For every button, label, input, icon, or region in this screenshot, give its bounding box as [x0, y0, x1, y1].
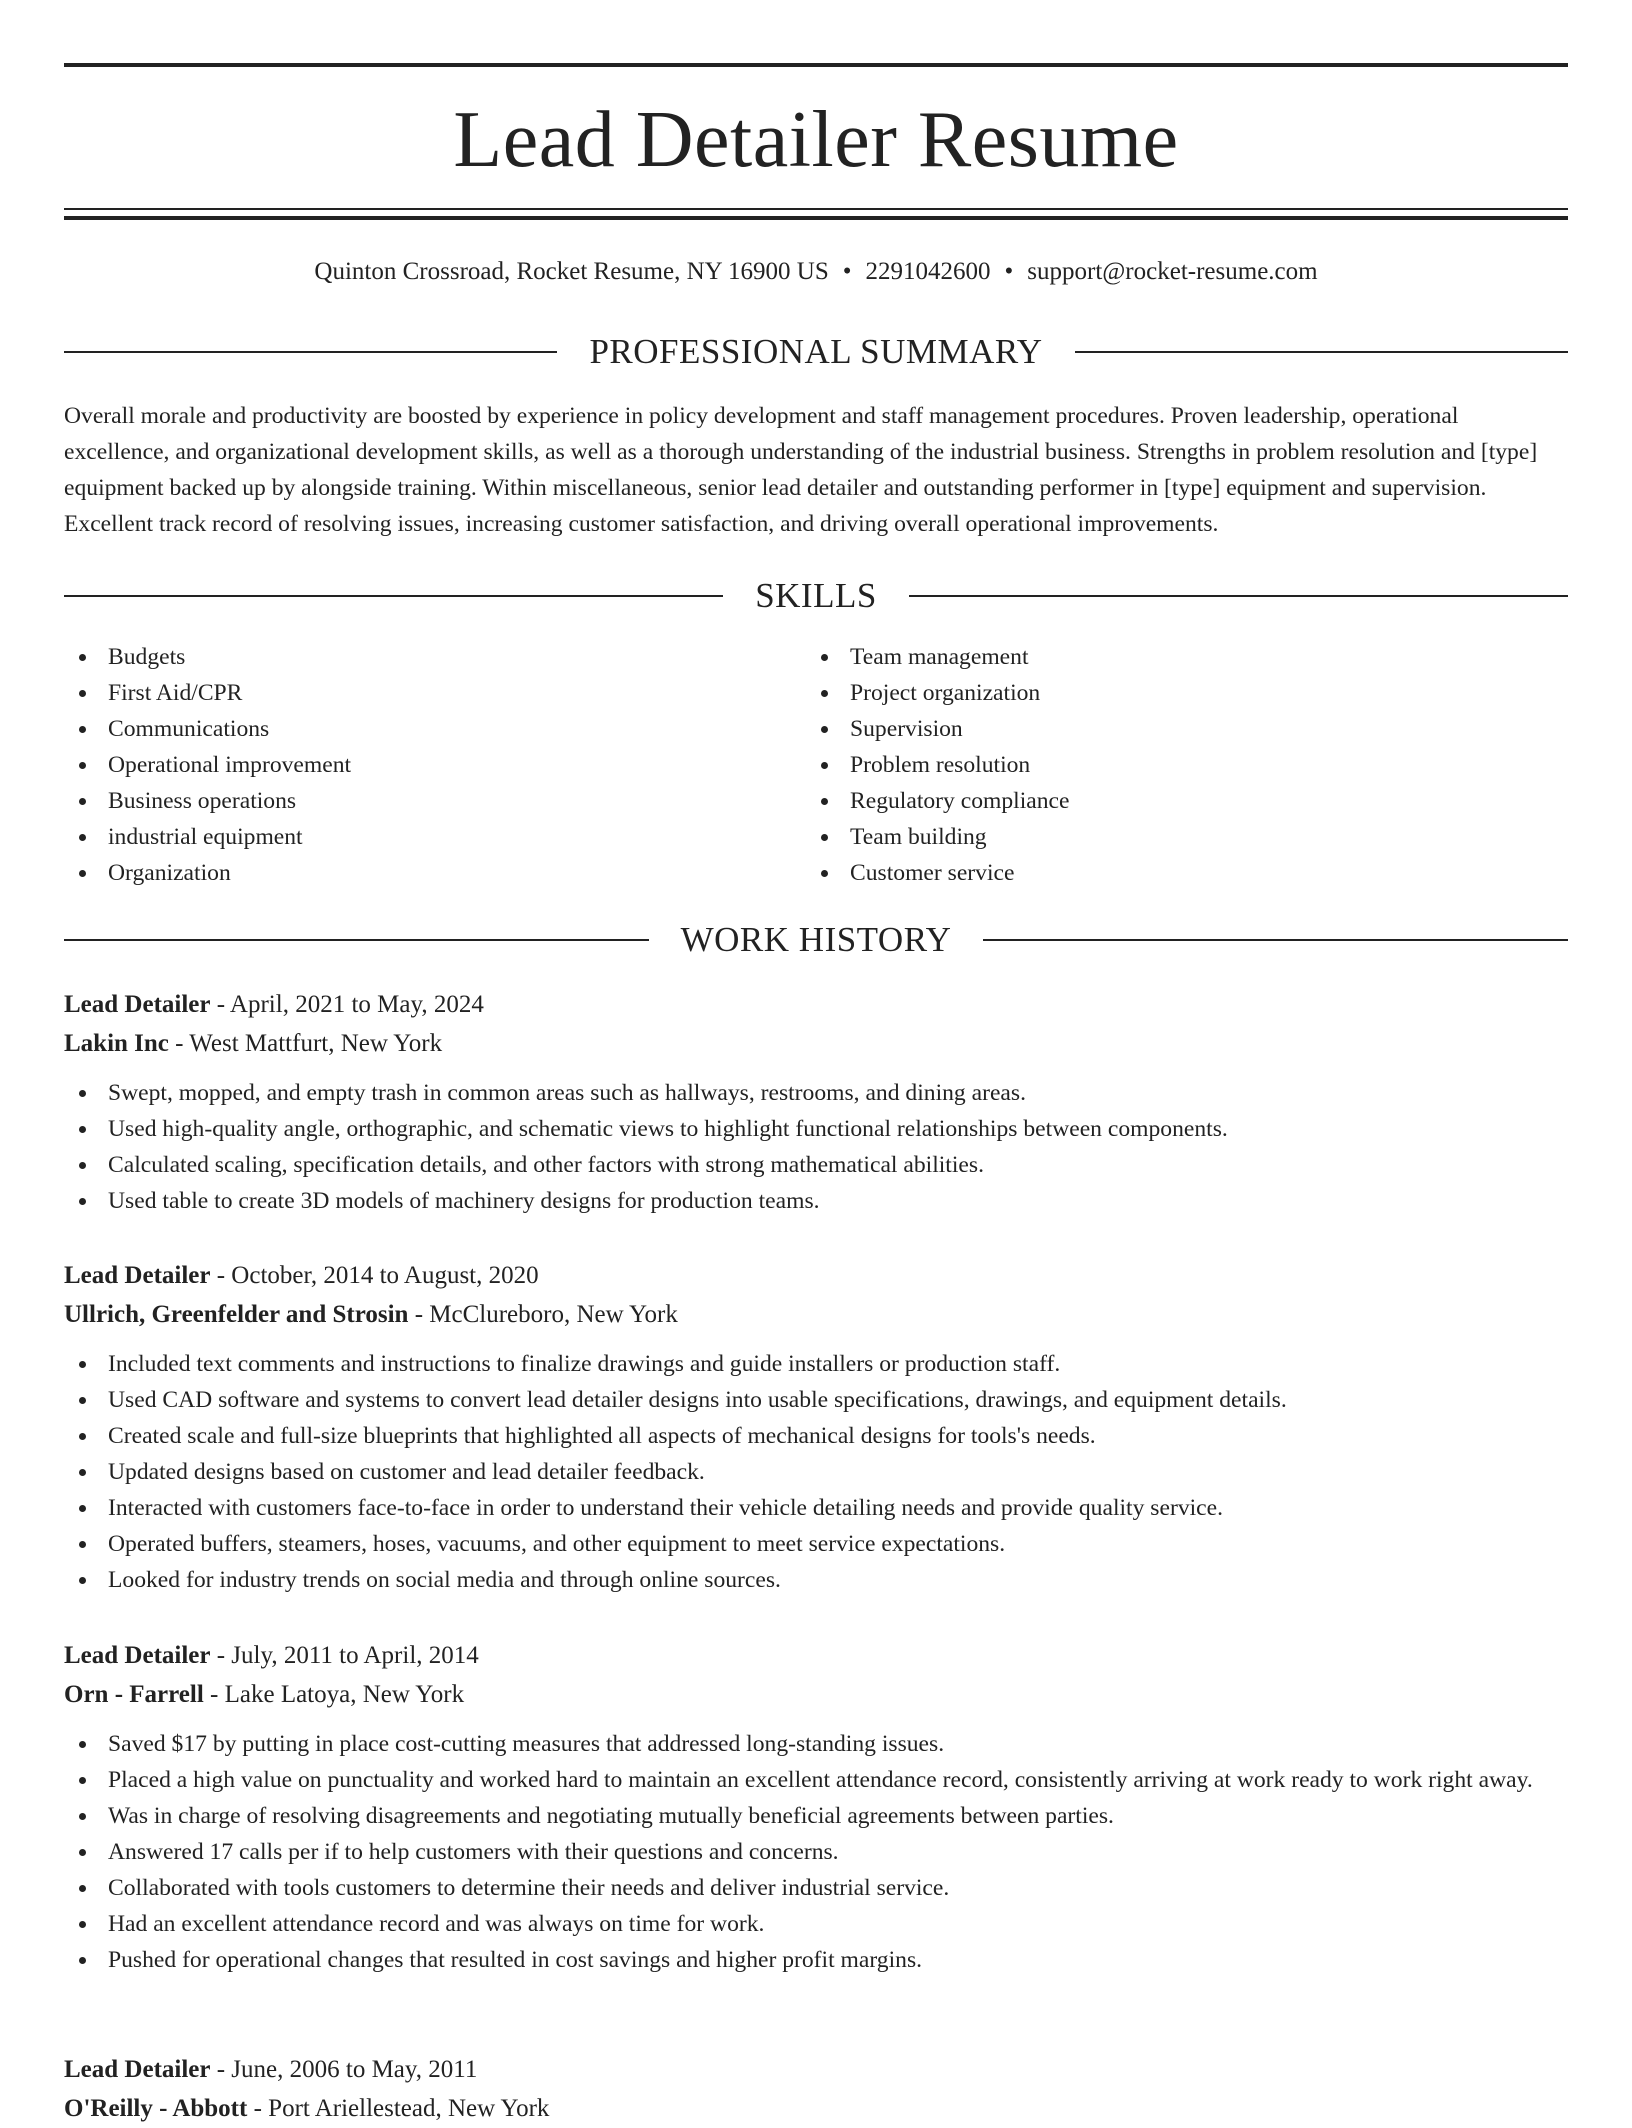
job-bullet: Updated designs based on customer and lead detailer feedback. [64, 1454, 1568, 1490]
section-title: PROFESSIONAL SUMMARY [589, 332, 1043, 371]
job-bullet: Used high-quality angle, orthographic, and schematic views to highlight functional relationships between components. [64, 1111, 1568, 1147]
job-role: Lead Detailer [64, 1642, 211, 1669]
job-title-line [64, 1636, 1568, 1675]
job-location: - West Mattfurt, New York [168, 1030, 443, 1057]
top-rule [64, 63, 1568, 67]
job-company: Ullrich, Greenfelder and Strosin [64, 1301, 409, 1328]
job-bullet: Had an excellent attendance record and was always on time for work. [64, 1906, 1568, 1942]
job-dates: - July, 2011 to April, 2014 [210, 1642, 479, 1669]
skill-item: Regulatory compliance [806, 783, 1548, 819]
summary-text: Overall morale and productivity are boosted by experience in policy development and staff management procedures. Proven leadership, operational excellence, and organizational development skills, as well as a thorough understanding of the industrial business. Strengths in problem resolution and [type] equipment backed up by alongside training. Within miscellaneous, senior lead detailer and outstanding performer in [type] equipment and supervision. Excellent track record of resolving issues, increasing customer satisfaction, and driving overall operational improvements. [64, 403, 1538, 537]
skill-item: Operational improvement [64, 747, 806, 783]
contact-phone: 2291042600 [865, 258, 991, 285]
job-bullet: Saved $17 by putting in place cost-cutting measures that addressed long-standing issues. [64, 1726, 1568, 1762]
job-bullet: Used CAD software and systems to convert lead detailer designs into usable specifications, drawings, and equipment details. [64, 1382, 1568, 1418]
job-location: - Port Ariellestead, New York [247, 2095, 550, 2122]
skill-item: Communications [64, 711, 806, 747]
job-bullet: Created scale and full-size blueprints that highlighted all aspects of mechanical designs for tools's needs. [64, 1418, 1568, 1454]
heading-rule [909, 595, 1568, 597]
job-bullet: Included text comments and instructions to finalize drawings and guide installers or production staff. [64, 1346, 1568, 1382]
job-company: Lakin Inc [64, 1030, 169, 1057]
heading-rule [64, 351, 557, 353]
job-title-line [64, 1256, 1568, 1295]
skill-item: industrial equipment [64, 819, 806, 855]
job-bullets [64, 1346, 1568, 1598]
job-role: Lead Detailer [64, 991, 211, 1018]
skills-column-right [806, 639, 1548, 891]
heading-rule [983, 939, 1568, 941]
heading-rule [64, 939, 649, 941]
contact-address: Quinton Crossroad, Rocket Resume, NY 16900 US [314, 258, 829, 285]
heading-rule [1075, 351, 1568, 353]
job-entry [64, 1636, 1568, 1978]
section-title: SKILLS [755, 576, 877, 615]
job-bullet: Used table to create 3D models of machinery designs for production teams. [64, 1183, 1568, 1219]
skill-item: Team building [806, 819, 1548, 855]
section-heading-work-history [64, 918, 1568, 962]
contact-separator: • [1004, 258, 1014, 285]
section-heading-summary [64, 330, 1568, 374]
job-dates: - April, 2021 to May, 2024 [210, 991, 484, 1018]
job-bullet: Was in charge of resolving disagreements and negotiating mutually beneficial agreements between parties. [64, 1798, 1568, 1834]
skills-column-left [64, 639, 806, 891]
skill-item: Organization [64, 855, 806, 891]
skill-item: First Aid/CPR [64, 675, 806, 711]
contact-separator: • [842, 258, 852, 285]
job-dates: - June, 2006 to May, 2011 [210, 2056, 478, 2083]
skill-item: Budgets [64, 639, 806, 675]
job-company-line [64, 1024, 1568, 1063]
job-bullets [64, 1075, 1568, 1219]
job-title-line [64, 985, 1568, 1024]
contact-line [64, 254, 1568, 290]
job-bullet: Looked for industry trends on social media and through online sources. [64, 1562, 1568, 1598]
job-company-line [64, 1675, 1568, 1714]
title-rule-thin [64, 208, 1568, 210]
heading-rule [64, 595, 723, 597]
skill-item: Supervision [806, 711, 1548, 747]
job-location: - Lake Latoya, New York [203, 1681, 465, 1708]
job-company: Orn - Farrell [64, 1681, 204, 1708]
job-role: Lead Detailer [64, 2056, 211, 2083]
skills-list [64, 639, 1568, 891]
job-entry [64, 985, 1568, 1219]
job-bullets [64, 1726, 1568, 1978]
job-title-line [64, 2050, 1568, 2089]
job-bullet: Placed a high value on punctuality and worked hard to maintain an excellent attendance record, consistently arriving at work ready to work right away. [64, 1762, 1568, 1798]
job-bullet: Calculated scaling, specification details, and other factors with strong mathematical abilities. [64, 1147, 1568, 1183]
job-role: Lead Detailer [64, 1262, 211, 1289]
job-company: O'Reilly - Abbott [64, 2095, 248, 2122]
title-rule-thick [64, 216, 1568, 220]
job-company-line [64, 2089, 1568, 2128]
job-company-line [64, 1295, 1568, 1334]
job-bullet: Answered 17 calls per if to help customers with their questions and concerns. [64, 1834, 1568, 1870]
skill-item: Customer service [806, 855, 1548, 891]
job-bullet: Swept, mopped, and empty trash in common areas such as hallways, restrooms, and dining areas. [64, 1075, 1568, 1111]
section-title: WORK HISTORY [680, 920, 952, 959]
skill-item: Project organization [806, 675, 1548, 711]
job-location: - McClureboro, New York [408, 1301, 678, 1328]
job-bullet: Collaborated with tools customers to determine their needs and deliver industrial service. [64, 1870, 1568, 1906]
skill-item: Team management [806, 639, 1548, 675]
contact-email: support@rocket-resume.com [1027, 258, 1318, 285]
resume-title: Lead Detailer Resume [453, 96, 1179, 184]
job-dates: - October, 2014 to August, 2020 [210, 1262, 539, 1289]
skill-item: Business operations [64, 783, 806, 819]
job-entry [64, 1256, 1568, 1598]
job-bullet: Interacted with customers face-to-face in order to understand their vehicle detailing needs and provide quality service. [64, 1490, 1568, 1526]
job-entry [64, 2050, 1568, 2128]
job-bullet: Operated buffers, steamers, hoses, vacuums, and other equipment to meet service expectations. [64, 1526, 1568, 1562]
section-heading-skills [64, 574, 1568, 618]
job-bullet: Pushed for operational changes that resulted in cost savings and higher profit margins. [64, 1942, 1568, 1978]
skill-item: Problem resolution [806, 747, 1548, 783]
